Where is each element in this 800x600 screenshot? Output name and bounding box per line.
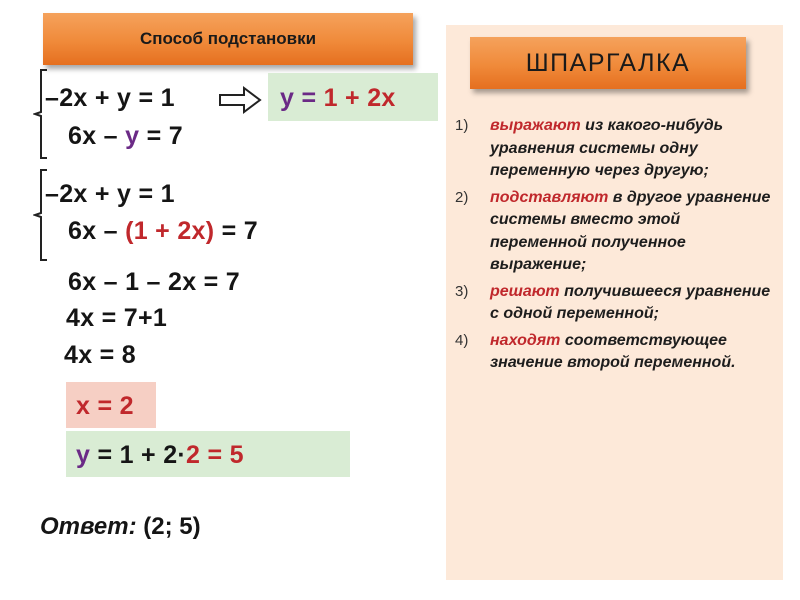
system2-eq2-substituted: (1 + 2x) [125,217,215,245]
cheatsheet-step-4 [455,330,775,375]
answer [40,513,201,541]
cheatsheet-title-banner [470,37,746,89]
step-keyword: выражают [490,117,581,134]
step-number: 2) [455,188,469,206]
system2-eq2-part: 6x – [68,217,126,245]
page-title: Способ подстановки [139,29,317,48]
step-number: 1) [455,117,469,134]
cheatsheet-step-2 [455,187,775,277]
y-result-var: y [76,441,91,469]
system2-equation-2 [68,217,258,246]
system1-eq2-rhs: = 7 [139,122,183,150]
step-text: в другое уравнение системы вместо этой переменной полученное выражение; [490,188,771,273]
cheatsheet-step-1 [455,115,775,183]
expressed-var-expression: 1 + 2x [323,84,396,112]
step-number: 3) [455,282,469,300]
y-result-value: 2 = 5 [186,441,244,469]
answer-label: Ответ: [40,513,137,540]
answer-value: (2; 5) [143,513,201,540]
expressed-var-label: y = [280,84,324,112]
solution-line-3: 4x = 8 [64,341,137,369]
expressed-variable [280,84,396,113]
x-result: x = 2 [76,392,134,420]
cheatsheet-title: ШПАРГАЛКА [525,48,691,77]
cheatsheet-step-3 [455,281,775,326]
cheatsheet-steps [455,115,775,379]
step-keyword: находят [490,331,561,349]
step-text: соответствующее значение второй переменной. [490,331,736,371]
system1-eq2-var: y [125,122,140,150]
step-keyword: решают [490,282,560,300]
title-banner [43,13,413,65]
system1-eq2-part: 6x – [68,122,126,150]
system1-equation-1: –2x + y = 1 [45,84,175,112]
step-keyword: подставляют [490,188,609,206]
system1-equation-2 [68,122,183,151]
system1-brace-icon [33,68,49,160]
system2-equation-1: –2x + y = 1 [45,180,175,208]
solution-line-2: 4x = 7+1 [66,304,168,332]
y-result [76,441,244,470]
solution-line-1: 6x – 1 – 2x = 7 [68,268,241,296]
step-text: получившееся уравнение с одной переменной; [490,282,771,322]
step-number: 4) [455,331,469,349]
y-result-expr: = 1 + 2· [90,441,187,469]
right-outline-arrow-icon [218,86,262,119]
step-text: из какого-нибудь уравнения системы одну переменную через другую; [490,117,724,179]
system2-eq2-rhs: = 7 [214,217,258,245]
